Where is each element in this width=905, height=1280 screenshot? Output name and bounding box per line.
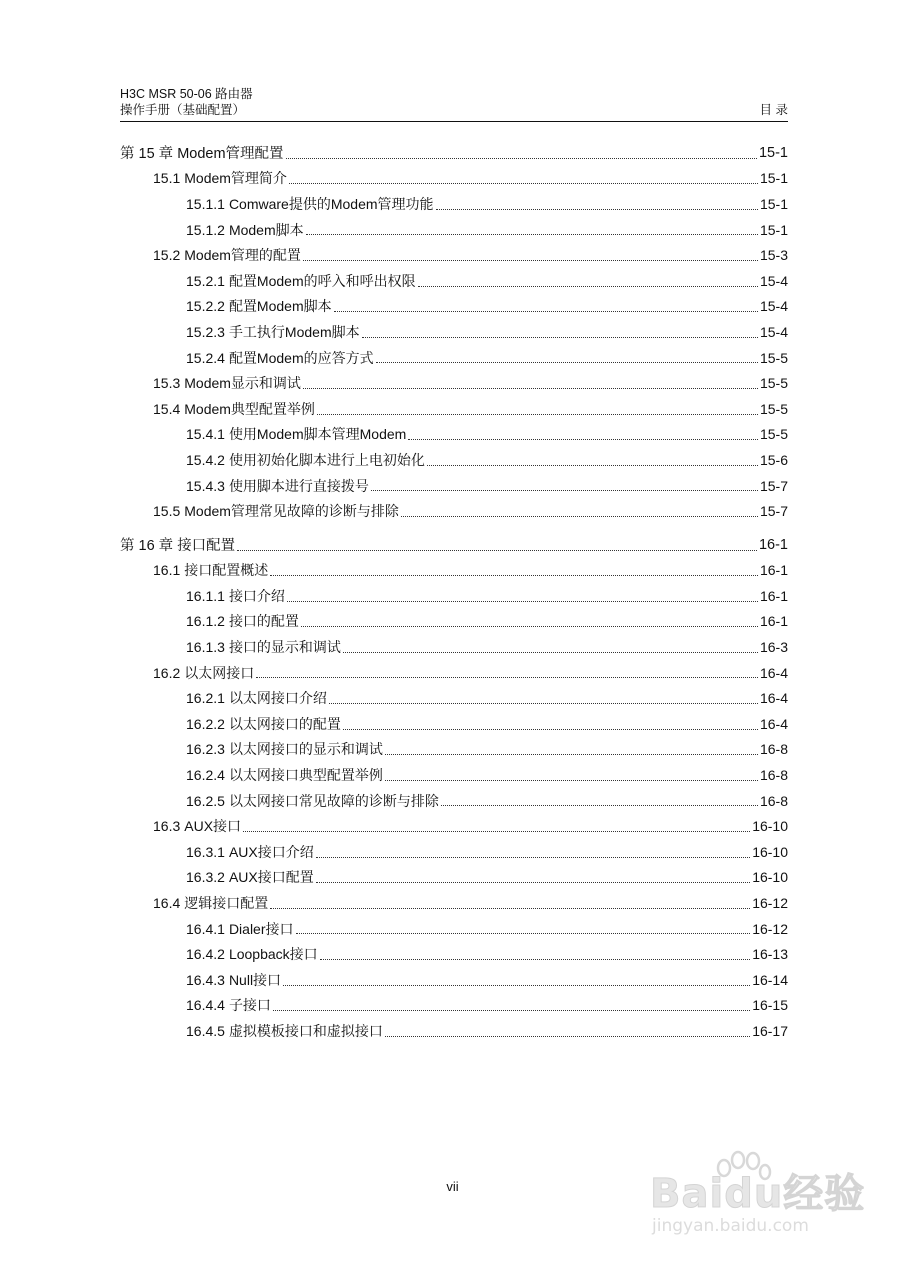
toc-entry-number: 15.3 — [153, 375, 181, 392]
page-header — [120, 86, 788, 118]
toc-entry-page: 16-8 — [759, 792, 788, 809]
toc-dot-leader — [427, 464, 758, 466]
toc-entry-page: 16-8 — [759, 767, 788, 784]
toc-entry-number: 15.5 — [153, 503, 181, 520]
toc-subsection-entry[interactable] — [0, 345, 788, 371]
toc-entry-number: 16.4.1 — [186, 920, 225, 937]
toc-subsection-entry[interactable] — [0, 865, 788, 891]
toc-entry-page: 16-1 — [759, 613, 788, 630]
toc-entry-page: 16-12 — [752, 920, 788, 937]
toc-entry-title: 配置Modem脚本 — [228, 298, 332, 315]
toc-entry-number: 16.1.2 — [186, 613, 225, 630]
toc-subsection-entry[interactable] — [0, 839, 788, 865]
header-row — [120, 102, 788, 118]
toc-entry-title: 接口的显示和调试 — [228, 639, 341, 656]
toc-dot-leader — [303, 259, 758, 261]
toc-subsection-entry[interactable] — [0, 941, 788, 967]
toc-entry-page: 16-15 — [752, 997, 788, 1014]
toc-subsection-entry[interactable] — [0, 268, 788, 294]
toc-entry-title: 接口介绍 — [228, 587, 285, 604]
toc-subsection-entry[interactable] — [0, 217, 788, 243]
toc-dot-leader — [317, 413, 758, 415]
document-subtitle: 操作手册（基础配置） — [120, 103, 246, 117]
toc-dot-leader — [401, 515, 758, 517]
toc-entry-title: 逻辑接口配置 — [184, 895, 269, 912]
toc-entry-number: 16.4.2 — [186, 946, 225, 963]
toc-dot-leader — [441, 804, 758, 806]
toc-subsection-entry[interactable] — [0, 916, 788, 942]
toc-entry-number: 15.2 — [153, 247, 181, 264]
toc-entry-number: 16.2.2 — [186, 715, 225, 732]
toc-entry-number: 16.1.3 — [186, 639, 225, 656]
toc-entry-page: 15-6 — [759, 451, 788, 468]
toc-entry-title: 以太网接口的显示和调试 — [228, 741, 383, 758]
toc-section-entry[interactable] — [0, 242, 788, 268]
toc-entry-page: 16-4 — [759, 690, 788, 707]
toc-subsection-entry[interactable] — [0, 737, 788, 763]
toc-entry-page: 16-13 — [752, 946, 788, 963]
toc-entry-page: 16-12 — [752, 895, 788, 912]
toc-dot-leader — [362, 336, 758, 338]
toc-dot-leader — [385, 1035, 750, 1037]
toc-dot-leader — [296, 932, 751, 934]
toc-dot-leader — [343, 728, 758, 730]
toc-dot-leader — [303, 387, 758, 389]
toc-dot-leader — [316, 856, 750, 858]
baidu-jingyan-watermark — [640, 1150, 870, 1250]
toc-entry-page: 16-1 — [758, 536, 788, 553]
toc-entry-title: Dialer接口 — [228, 920, 294, 937]
toc-dot-leader — [334, 310, 758, 312]
toc-entry-number: 15.2.4 — [186, 349, 225, 366]
toc-entry-number: 15.4.3 — [186, 477, 225, 494]
toc-entry-number: 16.1.1 — [186, 587, 225, 604]
toc-entry-title: 以太网接口常见故障的诊断与排除 — [228, 792, 439, 809]
toc-entry-title: 使用Modem脚本管理Modem — [228, 426, 407, 443]
toc-entry-page: 15-7 — [759, 477, 788, 494]
toc-dot-leader — [385, 779, 758, 781]
toc-entry-title: Modem管理简介 — [184, 170, 287, 187]
toc-subsection-entry[interactable] — [0, 634, 788, 660]
toc-entry-page: 15-7 — [759, 503, 788, 520]
toc-entry-page: 16-8 — [759, 741, 788, 758]
toc-entry-number: 16.1 — [153, 562, 181, 579]
toc-subsection-entry[interactable] — [0, 319, 788, 345]
toc-entry-title: Modem管理常见故障的诊断与排除 — [184, 503, 399, 520]
toc-subsection-entry[interactable] — [0, 762, 788, 788]
toc-dot-leader — [286, 157, 757, 159]
section-label: 目 录 — [759, 103, 788, 117]
toc-section-entry[interactable] — [0, 558, 788, 584]
toc-entry-page: 16-3 — [759, 639, 788, 656]
toc-entry-number: 16.3.2 — [186, 869, 225, 886]
toc-entry-title: Modem管理的配置 — [184, 247, 301, 264]
toc-entry-title: 配置Modem的呼入和呼出权限 — [228, 272, 416, 289]
toc-section-entry[interactable] — [0, 660, 788, 686]
toc-subsection-entry[interactable] — [0, 967, 788, 993]
toc-subsection-entry[interactable] — [0, 583, 788, 609]
toc-subsection-entry[interactable] — [0, 685, 788, 711]
toc-entry-page: 15-1 — [759, 195, 788, 212]
toc-entry-page: 16-10 — [752, 818, 788, 835]
toc-entry-title: Modem典型配置举例 — [184, 400, 315, 417]
header-rule — [120, 121, 788, 122]
toc-entry-title: Comware提供的Modem管理功能 — [228, 195, 434, 212]
toc-entry-title: 以太网接口典型配置举例 — [228, 767, 383, 784]
toc-entry-number: 15.4.1 — [186, 426, 225, 443]
toc-entry-title: Modem脚本 — [228, 221, 304, 238]
toc-entry-title: 接口的配置 — [228, 613, 299, 630]
toc-entry-title: Null接口 — [228, 971, 282, 988]
toc-entry-page: 15-3 — [759, 247, 788, 264]
toc-dot-leader — [270, 574, 758, 576]
toc-entry-page: 16-4 — [759, 715, 788, 732]
toc-section-entry[interactable] — [0, 396, 788, 422]
document-title: H3C MSR 50-06 路由器 — [120, 87, 253, 101]
toc-section-entry[interactable] — [0, 813, 788, 839]
toc-entry-number: 16.2 — [153, 664, 181, 681]
toc-entry-page: 15-4 — [759, 323, 788, 340]
table-of-contents — [0, 140, 905, 1044]
watermark-logo-text: Baidu经验 — [650, 1171, 866, 1217]
toc-dot-leader — [256, 676, 758, 678]
toc-entry-title: 使用脚本进行直接拨号 — [228, 477, 369, 494]
toc-entry-number: 15.2.3 — [186, 323, 225, 340]
toc-subsection-entry[interactable] — [0, 422, 788, 448]
toc-entry-number: 16.4.3 — [186, 971, 225, 988]
page-number: vii — [446, 1179, 459, 1194]
toc-subsection-entry[interactable] — [0, 711, 788, 737]
toc-entry-number: 16.2.5 — [186, 792, 225, 809]
toc-subsection-entry[interactable] — [0, 1018, 788, 1044]
toc-entry-number: 15.1 — [153, 170, 181, 187]
toc-entry-page: 15-5 — [759, 426, 788, 443]
toc-subsection-entry[interactable] — [0, 993, 788, 1019]
toc-dot-leader — [371, 489, 758, 491]
toc-entry-number: 16.4.5 — [186, 1022, 225, 1039]
toc-dot-leader — [283, 984, 750, 986]
toc-dot-leader — [270, 907, 750, 909]
toc-entry-number: 15.4 — [153, 400, 181, 417]
toc-entry-number: 15.4.2 — [186, 451, 225, 468]
toc-entry-title: 使用初始化脚本进行上电初始化 — [228, 451, 425, 468]
toc-dot-leader — [376, 361, 758, 363]
toc-entry-page: 15-5 — [759, 375, 788, 392]
toc-entry-number: 15.1.1 — [186, 195, 225, 212]
toc-entry-title: Loopback接口 — [228, 946, 318, 963]
watermark-url: jingyan.baidu.com — [652, 1216, 809, 1236]
toc-entry-page: 15-5 — [759, 349, 788, 366]
toc-dot-leader — [306, 233, 758, 235]
toc-section-entry[interactable] — [0, 370, 788, 396]
toc-entry-page: 16-14 — [752, 971, 788, 988]
toc-entry-title: 以太网接口 — [184, 664, 255, 681]
toc-subsection-entry[interactable] — [0, 294, 788, 320]
toc-dot-leader — [287, 600, 758, 602]
toc-entry-number: 16.3.1 — [186, 843, 225, 860]
toc-entry-number: 16.2.1 — [186, 690, 225, 707]
toc-entry-number: 第 16 章 — [120, 538, 174, 555]
toc-chapter-entry[interactable] — [0, 140, 788, 166]
toc-section-entry[interactable] — [0, 890, 788, 916]
toc-entry-page: 15-1 — [759, 221, 788, 238]
toc-dot-leader — [289, 182, 758, 184]
toc-entry-page: 15-1 — [758, 144, 788, 161]
toc-entry-page: 16-10 — [752, 869, 788, 886]
toc-entry-page: 15-4 — [759, 272, 788, 289]
toc-entry-page: 15-1 — [759, 170, 788, 187]
toc-entry-number: 16.2.3 — [186, 741, 225, 758]
toc-entry-title: AUX接口介绍 — [228, 843, 314, 860]
toc-entry-title: Modem显示和调试 — [184, 375, 301, 392]
toc-dot-leader — [243, 830, 750, 832]
toc-entry-page: 15-5 — [759, 400, 788, 417]
toc-section-entry[interactable] — [0, 166, 788, 192]
toc-dot-leader — [273, 1009, 750, 1011]
toc-entry-title: 以太网接口介绍 — [228, 690, 327, 707]
toc-entry-title: 配置Modem的应答方式 — [228, 349, 374, 366]
toc-entry-title: 以太网接口的配置 — [228, 715, 341, 732]
toc-entry-number: 15.2.2 — [186, 298, 225, 315]
toc-entry-number: 第 15 章 — [120, 146, 174, 163]
toc-subsection-entry[interactable] — [0, 788, 788, 814]
toc-dot-leader — [385, 753, 758, 755]
toc-section-entry[interactable] — [0, 498, 788, 524]
toc-entry-page: 15-4 — [759, 298, 788, 315]
toc-dot-leader — [301, 625, 758, 627]
toc-entry-number: 16.4.4 — [186, 997, 225, 1014]
toc-entry-number: 16.2.4 — [186, 767, 225, 784]
toc-chapter-entry[interactable] — [0, 532, 788, 558]
toc-entry-title: Modem管理配置 — [177, 146, 284, 163]
toc-entry-title: AUX接口配置 — [228, 869, 314, 886]
toc-entry-page: 16-10 — [752, 843, 788, 860]
toc-entry-title: 接口配置概述 — [184, 562, 269, 579]
toc-dot-leader — [343, 651, 758, 653]
toc-subsection-entry[interactable] — [0, 609, 788, 635]
toc-entry-number: 15.1.2 — [186, 221, 225, 238]
toc-entry-page: 16-17 — [752, 1022, 788, 1039]
toc-entry-title: 接口配置 — [177, 538, 236, 555]
toc-subsection-entry[interactable] — [0, 447, 788, 473]
toc-entry-title: 虚拟模板接口和虚拟接口 — [228, 1022, 383, 1039]
toc-entry-page: 16-1 — [759, 587, 788, 604]
toc-subsection-entry[interactable] — [0, 473, 788, 499]
toc-dot-leader — [436, 208, 758, 210]
toc-dot-leader — [418, 285, 758, 287]
toc-entry-number: 15.2.1 — [186, 272, 225, 289]
toc-dot-leader — [316, 881, 750, 883]
toc-entry-title: 手工执行Modem脚本 — [228, 323, 360, 340]
toc-dot-leader — [408, 438, 758, 440]
toc-entry-page: 16-4 — [759, 664, 788, 681]
toc-entry-page: 16-1 — [759, 562, 788, 579]
toc-entry-number: 16.4 — [153, 895, 181, 912]
toc-subsection-entry[interactable] — [0, 191, 788, 217]
toc-dot-leader — [329, 702, 758, 704]
toc-entry-number: 16.3 — [153, 818, 181, 835]
toc-dot-leader — [237, 549, 757, 551]
toc-entry-title: 子接口 — [228, 997, 271, 1014]
toc-dot-leader — [320, 958, 751, 960]
toc-entry-title: AUX接口 — [184, 818, 242, 835]
